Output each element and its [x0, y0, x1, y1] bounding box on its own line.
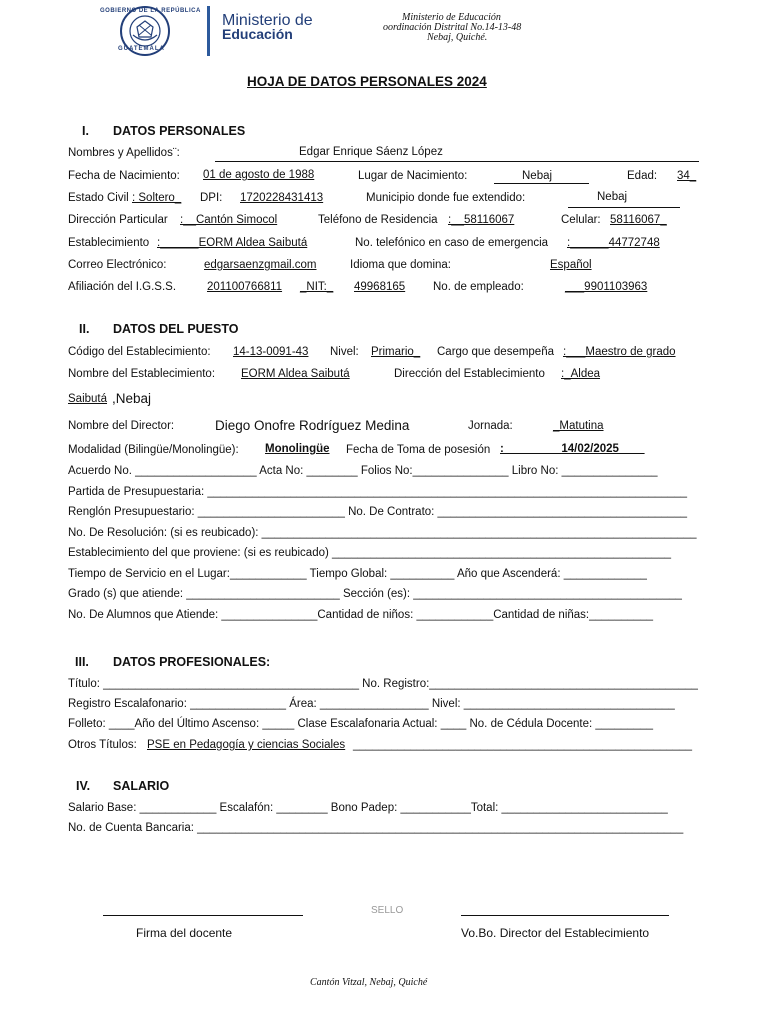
acuerdo-line: Acuerdo No. ___________________ Acta No: ________ Folios No:_______________ Libro No: _______________ — [68, 465, 658, 477]
modalidad-label: Modalidad (Bilingüe/Monolingüe): — [68, 444, 239, 456]
nombres-value: Edgar Enrique Sáenz López — [299, 146, 443, 158]
direccion-label: Dirección Particular — [68, 214, 168, 226]
proviene-line: Establecimiento del que proviene: (si es reubicado) _____________________________________________________ — [68, 547, 671, 559]
partida-line: Partida de Presupuestaria: ___________________________________________________________________________ — [68, 486, 688, 498]
nivel-label: Nivel: — [330, 346, 359, 358]
celular-value: 58116067_ — [610, 214, 667, 226]
cargo-label: Cargo que desempeña — [437, 346, 554, 358]
edad-value: 34_ — [677, 170, 697, 182]
firma-docente-label: Firma del docente — [136, 926, 233, 940]
estado-civil-value: : Soltero_ — [132, 192, 182, 204]
lugar-nacimiento-label: Lugar de Nacimiento: — [358, 170, 468, 182]
otros-titulos-value: PSE en Pedagogía y ciencias Sociales — [147, 739, 346, 751]
nombres-label: Nombres y Apellidos¨: — [68, 147, 180, 159]
telefono-emergencia-value: :______44772748 — [567, 237, 660, 249]
resolucion-line: No. De Resolución: (si es reubicado): ____________________________________________________________________ — [68, 527, 697, 539]
igss-value: 201100766811 — [207, 281, 283, 293]
establecimiento-label: Establecimiento — [68, 237, 150, 249]
vobo-director-line — [461, 915, 669, 916]
titulo-line: Título: ________________________________________ No. Registro:__________________________________________ — [68, 678, 698, 690]
alumnos-line: No. De Alumnos que Atiende: _______________Cantidad de niños: ____________Cantidad de niñas:__________ — [68, 609, 654, 621]
header-divider — [207, 6, 210, 56]
firma-docente-line — [103, 915, 303, 916]
nombres-underline — [215, 161, 699, 162]
dpi-label: DPI: — [200, 192, 223, 204]
footer-address: Cantón Vitzal, Nebaj, Quiché — [310, 977, 428, 988]
estado-civil-label: Estado Civil — [68, 192, 129, 204]
vobo-director-label: Vo.Bo. Director del Establecimiento — [461, 926, 650, 940]
idioma-value: Español — [550, 259, 592, 271]
otros-titulos-tail: _____________________________________________________ — [353, 739, 692, 751]
cargo-value: :___Maestro de grado — [563, 346, 676, 358]
direccion-establecimiento-value: :_Aldea — [561, 368, 601, 380]
folleto-line: Folleto: ____Año del Último Ascenso: _____ Clase Escalafonaria Actual: ____ No. de Cédula Docente: _________ — [68, 718, 653, 730]
section-2-number: II. — [79, 322, 90, 336]
salario-line: Salario Base: ____________ Escalafón: ________ Bono Padep: ___________Total: __________________________ — [68, 802, 668, 814]
telefono-residencia-label: Teléfono de Residencia — [318, 214, 438, 226]
nivel-value: Primario_ — [371, 346, 421, 358]
nombre-establecimiento-value: EORM Aldea Saibutá — [241, 368, 350, 380]
seal-country-text: GUATEMALA — [118, 46, 165, 52]
empleado-value: ___9901103963 — [565, 281, 648, 293]
direccion-establecimiento-label: Dirección del Establecimiento — [394, 368, 545, 380]
registro-line: Registro Escalafonario: _______________ Área: _________________ Nivel: _________________________________ — [68, 698, 675, 710]
modalidad-value: Monolingüe — [265, 443, 330, 455]
direccion-establecimiento-cont: Saibutá — [68, 393, 108, 405]
section-4-title: SALARIO — [113, 779, 170, 793]
director-value: Diego Onofre Rodríguez Medina — [215, 418, 410, 433]
telefono-emergencia-label: No. telefónico en caso de emergencia — [355, 237, 549, 249]
correo-value: edgarsaenzgmail.com — [204, 259, 317, 271]
nombre-establecimiento-label: Nombre del Establecimiento: — [68, 368, 216, 380]
otros-titulos-label: Otros Títulos: — [68, 739, 137, 751]
lugar-nacimiento-underline — [494, 183, 589, 184]
jornada-label: Jornada: — [468, 420, 513, 432]
nit-value: 49968165 — [354, 281, 406, 293]
municipio-value: Nebaj — [597, 191, 628, 203]
document-title: HOJA DE DATOS PERSONALES 2024 — [247, 74, 487, 89]
section-4-number: IV. — [76, 779, 91, 793]
fecha-nacimiento-label: Fecha de Nacimiento: — [68, 170, 180, 182]
director-label: Nombre del Director: — [68, 420, 175, 432]
address-line1: Ministerio de Educación — [402, 12, 501, 23]
celular-label: Celular: — [561, 214, 601, 226]
codigo-label: Código del Establecimiento: — [68, 346, 211, 358]
nit-label: _NIT:_ — [300, 281, 334, 293]
codigo-value: 14-13-0091-43 — [233, 346, 309, 358]
renglon-line: Renglón Presupuestario: _______________________ No. De Contrato: _______________________________________ — [68, 506, 687, 518]
address-line2: oordinación Distrital No.14-13-48 — [383, 22, 522, 33]
fecha-toma-label: Fecha de Toma de posesión — [346, 444, 491, 456]
tiempo-line: Tiempo de Servicio en el Lugar:____________ Tiempo Global: __________ Año que Ascenderá: _____________ — [68, 568, 647, 580]
municipio-label: Municipio donde fue extendido: — [366, 192, 526, 204]
edad-label: Edad: — [627, 170, 658, 182]
section-2-title: DATOS DEL PUESTO — [113, 322, 239, 336]
cuenta-line: No. de Cuenta Bancaria: ____________________________________________________________________________ — [68, 822, 684, 834]
correo-label: Correo Electrónico: — [68, 259, 167, 271]
section-3-number: III. — [75, 655, 89, 669]
direccion-establecimiento-cont2: ,Nebaj — [112, 391, 152, 406]
empleado-label: No. de empleado: — [433, 281, 524, 293]
dpi-value: 1720228431413 — [240, 192, 324, 204]
ministry-name-line1: Ministerio de — [222, 12, 313, 29]
establecimiento-value: :______EORM Aldea Saibutá — [157, 237, 308, 249]
fecha-nacimiento-value: 01 de agosto de 1988 — [203, 169, 315, 181]
municipio-underline — [568, 207, 680, 208]
fecha-toma-value: :_________14/02/2025____ — [500, 443, 645, 455]
ministry-name-line2: Educación — [222, 26, 293, 42]
seal-ring-text: GOBIERNO DE LA REPÚBLICA — [100, 8, 201, 14]
sello-placeholder: SELLO — [371, 905, 404, 916]
lugar-nacimiento-value: Nebaj — [522, 170, 553, 182]
section-1-title: DATOS PERSONALES — [113, 124, 246, 138]
igss-label: Afiliación del I.G.S.S. — [68, 281, 177, 293]
telefono-residencia-value: :__58116067 — [448, 214, 515, 226]
section-3-title: DATOS PROFESIONALES: — [113, 655, 271, 669]
grado-line: Grado (s) que atiende: ________________________ Sección (es): __________________________________________ — [68, 588, 682, 600]
address-line3: Nebaj, Quiché. — [427, 32, 488, 43]
jornada-value: _Matutina — [553, 420, 604, 432]
direccion-value: :__Cantón Simocol — [180, 214, 278, 226]
section-1-number: I. — [82, 124, 89, 138]
idioma-label: Idioma que domina: — [350, 259, 452, 271]
